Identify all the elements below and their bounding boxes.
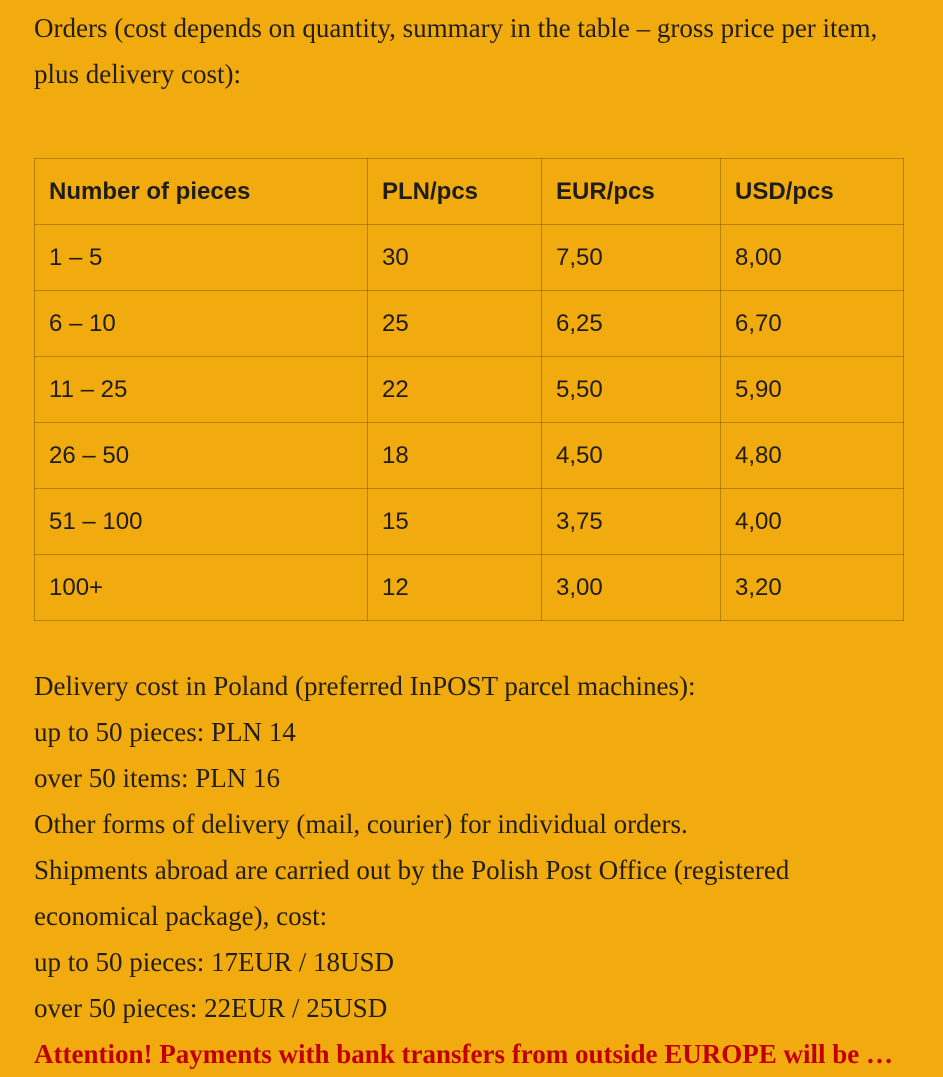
- table-cell: 26 – 50: [35, 423, 368, 489]
- table-cell: 7,50: [542, 225, 721, 291]
- table-row: [35, 555, 904, 621]
- pricing-table: [34, 158, 904, 621]
- table-cell: 22: [368, 357, 542, 423]
- table-cell: 3,75: [542, 489, 721, 555]
- table-header-row: [35, 159, 904, 225]
- table-row: [35, 225, 904, 291]
- table-row: [35, 423, 904, 489]
- col-header-number-of-pieces: Number of pieces: [35, 159, 368, 225]
- intro-paragraph: Orders (cost depends on quantity, summary in the table – gross price per item, plus delivery cost):: [34, 13, 878, 89]
- table-cell: 12: [368, 555, 542, 621]
- col-header-usd-pcs: USD/pcs: [721, 159, 904, 225]
- delivery-info: [34, 663, 904, 1077]
- table-cell: 100+: [35, 555, 368, 621]
- table-cell: 3,00: [542, 555, 721, 621]
- table-cell: 6 – 10: [35, 291, 368, 357]
- table-row: [35, 357, 904, 423]
- table-cell: 30: [368, 225, 542, 291]
- col-header-eur-pcs: EUR/pcs: [542, 159, 721, 225]
- table-cell: 5,50: [542, 357, 721, 423]
- table-cell: 18: [368, 423, 542, 489]
- table-cell: 1 – 5: [35, 225, 368, 291]
- delivery-line-up-to-50-pl: up to 50 pieces: PLN 14: [34, 717, 296, 747]
- table-cell: 3,20: [721, 555, 904, 621]
- table-row: [35, 291, 904, 357]
- table-cell: 4,00: [721, 489, 904, 555]
- delivery-line-abroad: Shipments abroad are carried out by the Polish Post Office (registered economical package), cost:: [34, 855, 790, 931]
- table-cell: 25: [368, 291, 542, 357]
- delivery-line-up-to-50-abroad: up to 50 pieces: 17EUR / 18USD: [34, 947, 394, 977]
- delivery-line-over-50-abroad: over 50 pieces: 22EUR / 25USD: [34, 993, 388, 1023]
- table-cell: 11 – 25: [35, 357, 368, 423]
- payment-notice: Attention! Payments with bank transfers from outside EUROPE will be …: [34, 1039, 893, 1069]
- col-header-pln-pcs: PLN/pcs: [368, 159, 542, 225]
- table-cell: 6,25: [542, 291, 721, 357]
- table-cell: 4,50: [542, 423, 721, 489]
- table-cell: 4,80: [721, 423, 904, 489]
- table-cell: 6,70: [721, 291, 904, 357]
- delivery-line-other-forms: Other forms of delivery (mail, courier) for individual orders.: [34, 809, 688, 839]
- table-cell: 5,90: [721, 357, 904, 423]
- table-row: [35, 489, 904, 555]
- table-cell: 15: [368, 489, 542, 555]
- delivery-line-poland: Delivery cost in Poland (preferred InPOST parcel machines):: [34, 671, 696, 701]
- table-cell: 8,00: [721, 225, 904, 291]
- delivery-line-over-50-pl: over 50 items: PLN 16: [34, 763, 280, 793]
- table-cell: 51 – 100: [35, 489, 368, 555]
